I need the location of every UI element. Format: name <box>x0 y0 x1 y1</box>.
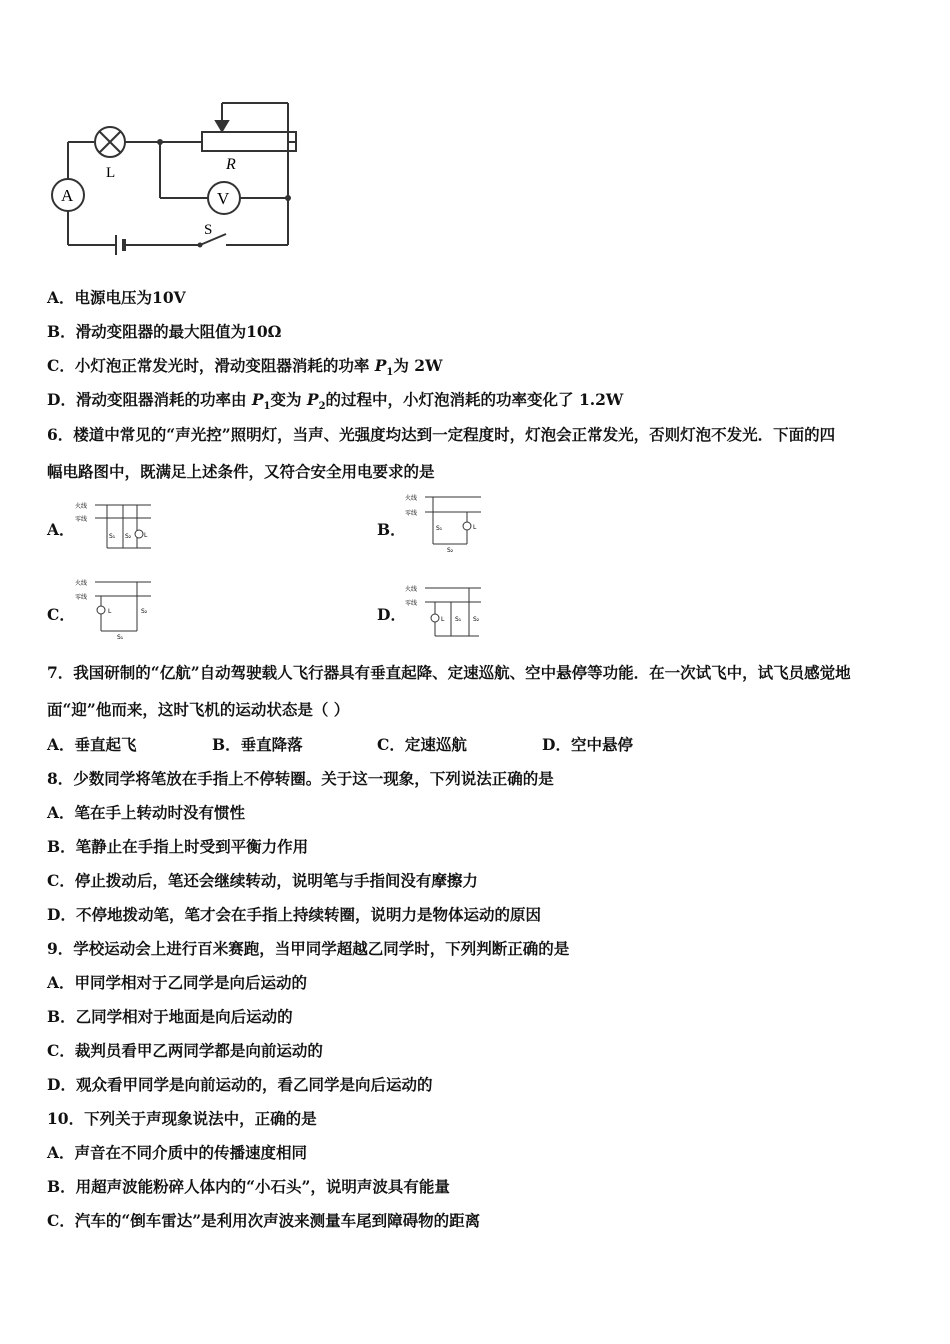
ammeter-label: A <box>61 186 74 205</box>
q6-circuit-c <box>73 577 153 639</box>
q5-option-a: A．电源电压为10V <box>47 288 186 307</box>
q6a-s2: S₂ <box>125 533 132 540</box>
q10-option-a: A．声音在不同介质中的传播速度相同 <box>47 1143 308 1162</box>
q9-stem: 9．学校运动会上进行百米赛跑，当甲同学超越乙同学时，下列判断正确的是 <box>47 939 570 958</box>
q6a-lamp: L <box>144 532 148 539</box>
q6d-s1: S₁ <box>455 616 462 623</box>
q6c-lamp: L <box>108 608 112 615</box>
q6-stem-line1: 6．楼道中常见的“声光控”照明灯，当声、光强度均达到一定程度时，灯泡会正常发光，否则灯泡不发光．下面的四 <box>47 425 836 444</box>
q6a-s1: S₁ <box>109 533 116 540</box>
q6b-live: 火线 <box>405 495 418 502</box>
voltmeter-label: V <box>217 189 230 208</box>
q6-circuit-d <box>403 582 483 644</box>
q6-stem-line2: 幅电路图中，既满足上述条件，又符合安全用电要求的是 <box>47 462 435 481</box>
q6-label-c: C． <box>47 605 75 624</box>
q7-stem-line1: 7．我国研制的“亿航”自动驾驶载人飞行器具有垂直起降、定速巡航、空中悬停等功能．在一次试飞中，试飞员感觉地 <box>47 663 851 682</box>
q9-option-a: A．甲同学相对于乙同学是向后运动的 <box>47 973 308 992</box>
q5-option-d: D．滑动变阻器消耗的功率由 $P_1$变为 $P_2$的过程中，小灯泡消耗的功率变化了 1.2W <box>47 390 624 413</box>
q10-option-b: B．用超声波能粉碎人体内的“小石头”，说明声波具有能量 <box>47 1177 450 1196</box>
q9-option-d: D．观众看甲同学是向前运动的，看乙同学是向后运动的 <box>47 1075 433 1094</box>
q6c-neutral: 零线 <box>75 594 88 601</box>
lamp-label: L <box>106 165 116 181</box>
q6d-lamp: L <box>441 616 445 623</box>
q6a-neutral: 零线 <box>75 516 88 523</box>
q6-label-d: D． <box>377 605 406 624</box>
q7-option-b: B．垂直降落 <box>212 735 303 754</box>
q7-option-c: C．定速巡航 <box>377 735 467 754</box>
q5-option-c: C．小灯泡正常发光时，滑动变阻器消耗的功率 $P_1$为 2W <box>47 356 443 379</box>
q6-label-a: A． <box>47 520 75 539</box>
rheostat-label: R <box>226 156 236 173</box>
q6-circuit-b <box>403 492 483 554</box>
q9-option-b: B．乙同学相对于地面是向后运动的 <box>47 1007 293 1026</box>
q6b-s1: S₁ <box>436 525 443 532</box>
q8-option-b: B．笔静止在手指上时受到平衡力作用 <box>47 837 309 856</box>
q10-option-c: C．汽车的“倒车雷达”是利用次声波来测量车尾到障碍物的距离 <box>47 1211 481 1230</box>
q5-option-b: B．滑动变阻器的最大阻值为10Ω <box>47 322 282 341</box>
q8-option-a: A．笔在手上转动时没有惯性 <box>47 803 246 822</box>
q6c-s1: S₁ <box>117 634 124 639</box>
circuit-diagram <box>40 95 300 265</box>
q8-stem: 8．少数同学将笔放在手指上不停转圈。关于这一现象，下列说法正确的是 <box>47 769 554 788</box>
q8-option-c: C．停止拨动后，笔还会继续转动，说明笔与手指间没有摩擦力 <box>47 871 478 890</box>
q9-option-c: C．裁判员看甲乙两同学都是向前运动的 <box>47 1041 323 1060</box>
q10-stem: 10．下列关于声现象说法中，正确的是 <box>47 1109 317 1128</box>
q6a-live: 火线 <box>75 503 88 510</box>
q6-label-b: B． <box>377 520 406 539</box>
q6c-s2: S₂ <box>141 608 148 615</box>
q6-circuit-a <box>73 500 153 556</box>
q6b-lamp: L <box>473 524 477 531</box>
q6d-live: 火线 <box>405 586 418 593</box>
q6d-s2: S₂ <box>473 616 480 623</box>
q6c-live: 火线 <box>75 580 88 587</box>
q7-option-a: A．垂直起飞 <box>47 735 137 754</box>
switch-label: S <box>204 222 213 238</box>
q6b-neutral: 零线 <box>405 510 418 517</box>
q7-option-d: D．空中悬停 <box>542 735 633 754</box>
q6b-s2: S₂ <box>447 547 454 554</box>
q8-option-d: D．不停地拨动笔，笔才会在手指上持续转圈，说明力是物体运动的原因 <box>47 905 541 924</box>
q7-stem-line2: 面“迎”他而来，这时飞机的运动状态是（ ） <box>47 700 350 719</box>
q6d-neutral: 零线 <box>405 600 418 607</box>
